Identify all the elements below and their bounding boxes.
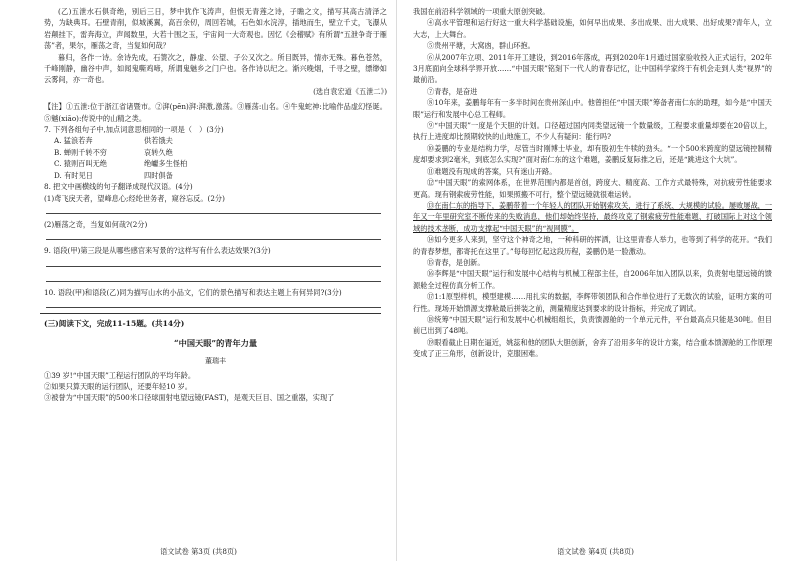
article-paragraph: ④高水平管理和运行好这一重大科学基础设施，如何早出成果、多出成果、出大成果、出好成果?青年人，立大志，上大舞台。 xyxy=(413,18,772,39)
article-paragraph: ⑰1:1原型样机，模型建模……用扎实的数据，李辉带领团队和合作单位进行了无数次的试验，证明方案的可行性。现场开始馈源支撑舱最后拼装之前，测量精度达到要求的设计指标，并完成了调试。 xyxy=(413,292,772,313)
page-right xyxy=(397,0,794,561)
q7-option-c: C. 猿则百叫无绝 绝巘多生怪柏 xyxy=(54,159,188,169)
answer-line[interactable] xyxy=(46,257,381,267)
question-8: 8. 把文中画横线的句子翻译成现代汉语。(4分) xyxy=(44,182,193,192)
q7-option-b: B. 蝉则千转不穷 哀转久绝 xyxy=(54,147,173,157)
article-body xyxy=(413,6,772,360)
page-footer-right: 语文试卷 第4页 (共8页) xyxy=(557,547,634,556)
article-paragraph: ⑥从2007年立项、2011年开工建设，到2016年落成，再到2020年1月通过国家验收投入正式运行，202年3月底面向全球科学界开放……“中国天眼”铭刻下一代人的青春记忆，让中国科学家终于有机会走到人类“视界”的最前沿。 xyxy=(413,52,772,85)
article-paragraph: ⑧10年来，姜鹏每年有一多半时间在贵州深山中。他曾担任“中国天眼”筹备者南仁东的助理，如今是“中国天眼”运行和发展中心总工程师。 xyxy=(413,98,772,119)
section-divider xyxy=(40,313,381,314)
article-paragraph: ⑫“中国天眼”的索网体系，在世界范围内都是首创，跨度大、精度高、工作方式最特殊，对抗疲劳性能要求更高。现有钢索疲劳性能，如果照搬不可行，整个望远镜就很难运转。 xyxy=(413,178,772,199)
passage-b-para-1: (乙)五泄水石俱奇绝，别后三日，梦中犹作飞涛声，但恨无青莲之诗，子瞻之文，描写其高古清泽之势，为缺典耳。石壁青削，似城溪翼，高百余仞，周回若城，石色如水浣淳，插地而生，壁立千丈，飞瀑从岩颠挂下，雷奔海立，声闻数里，大若十围之玉，宇宙间一大奇观也。因忆《会稽赋》有所谓“五泄争奇于雁荡”者，果尔，雁荡之奇，当复如何哉？ xyxy=(44,7,387,51)
article-paragraph: ⑯李辉是“中国天眼”运行和发展中心结构与机械工程部主任，自2006年加入团队以来，负责射电望远镜的馈源舱全过程仿真分析工作。 xyxy=(413,269,772,290)
article-paragraph: ⑦青春，是奋进 xyxy=(427,86,478,96)
section-3-heading: (三)阅读下文，完成11-15题。(共14分) xyxy=(44,319,185,329)
article-paragraph: ⑭如今更多人来到，坚守这个神奇之地，一种科研的挥洒，让这里青春人举力，也等到了科学的花开。“我们的青春梦想，都寄托在这里了。”每每回忆起这段历程，姜鹏仍是一脸激动。 xyxy=(413,235,772,256)
article-paragraph: ⑩姜鹏的专业是结构力学，尽管当时刚博士毕业，却有股初生牛犊的劲头。“一个500米跨度的望远镜控制精度却要求到2毫米，到底怎么实现?”面对南仁东的这个难题，姜鹏反复际推之后，还是“跳进这个大坑”。 xyxy=(413,143,772,165)
article-item-3: ③被誉为“中国天眼”的500米口径球面射电望远镜(FAST)，是观天巨目、国之重器，实现了 xyxy=(44,393,335,403)
passage-source: (选自袁宏道《五泄二》) xyxy=(313,86,387,96)
article-paragraph: ⑱统筹“中国天眼”运行和发展中心机械组组长，负责馈源舱的一个单元元件，平台最高点只能是30吨。但目前已出到了48吨。 xyxy=(413,314,772,336)
answer-line[interactable] xyxy=(46,272,381,282)
article-paragraph: ⑪难题没有现成的答案，只有迷山开路。 xyxy=(427,166,557,176)
question-9: 9. 语段(甲)第三段是从哪些感官来写景的?这样写有什么表达效果?(3分) xyxy=(44,246,271,256)
q7-option-a: A. 猛浪若奔 供若饿夫 xyxy=(54,136,173,146)
passage-b-para-2: 暮归，各作一诗。余诗先成，石箦次之，静虚、公望、子公又次之。所目既异，情亦无殊。暮色苍然，千峰刚静，幽谷中声，如闻鬼嘶鸡啼，所谓鬼魅乡之门户也。各作诗以纪之。渐兴晚烟，千寻之壁，缥缈如云雾间，亦一奇也。 xyxy=(44,52,387,85)
article-title: “中国天眼”的青年力量 xyxy=(173,337,258,348)
answer-line[interactable] xyxy=(46,298,381,308)
question-10: 10. 语段(甲)和语段(乙)同为描写山水的小品文，它们的景色描写和表达主题上有何异同?(3分) xyxy=(44,287,342,297)
answer-line[interactable] xyxy=(46,204,381,214)
article-paragraph: ⑨“中国天眼”一度是个天胆的计划。口径超过国内同类望远镜一个数量级，工程要求重量却要在20倍以上，执行上进度却比预期较快的山地施工，不少人有疑问：能行吗? xyxy=(413,121,772,142)
article-item-1: ①39 岁!“中国天眼”工程运行团队的平均年龄。 xyxy=(44,370,196,380)
article-author: 董瑞丰 xyxy=(205,356,226,365)
article-paragraph: ⑲眼看截止日期在逼近，姚蕊和他的团队大胆创新，舍弃了沿用多年的设计方案，结合重本馈源舱的工作原理变成了正三角形，创新设计，克服困难。 xyxy=(413,337,773,359)
q7-option-d: D. 有时见日 四时俱备 xyxy=(54,170,173,180)
article-paragraph: ⑤贵州平塘，大窝凼，群山环抱。 xyxy=(427,41,535,51)
page-footer-left: 语文试卷 第3页 (共8页) xyxy=(160,547,237,556)
answer-line[interactable] xyxy=(46,230,381,240)
question-7: 7. 下列各组句子中,加点词意思相同的一项是（ ）(3分) xyxy=(44,125,224,135)
question-8-1: (1)鸢飞戾天者，望峰息心;经纶世务者，窥谷忘反。(2分) xyxy=(44,193,225,203)
article-item-2: ②如果只算天眼的运行团队，还要年轻10 岁。 xyxy=(44,381,192,391)
question-8-2: (2)雁荡之奇，当复如何哉?(2分) xyxy=(44,219,148,229)
footnote: 【注】①五泄:位于浙江省诸暨市。②湃(pēn)湃:湃激,激荡。③雁荡:山名。④牛鬼蛇神:比喻作品虚幻怪诞。⑤魆(xiāo):传说中的山精之类。 xyxy=(44,102,387,123)
article-paragraph: ⑮青春，是创新。 xyxy=(427,257,485,267)
article-paragraph: 我国在前沿科学领域的一项重大原创突破。 xyxy=(413,7,550,16)
article-paragraph: ⑬在南仁东的指导下，姜鹏带着一个年轻人的团队开始钢索攻关，进行了系统、大规模的试验。屡败屡战，一年又一年里研究室不断传来的失败消息，他们却始终坚持，最终攻克了钢索疲劳性能难题、打破国际上对这个领域的技术垄断，成功支撑起“中国天眼”的“视网膜”。 xyxy=(413,200,773,233)
